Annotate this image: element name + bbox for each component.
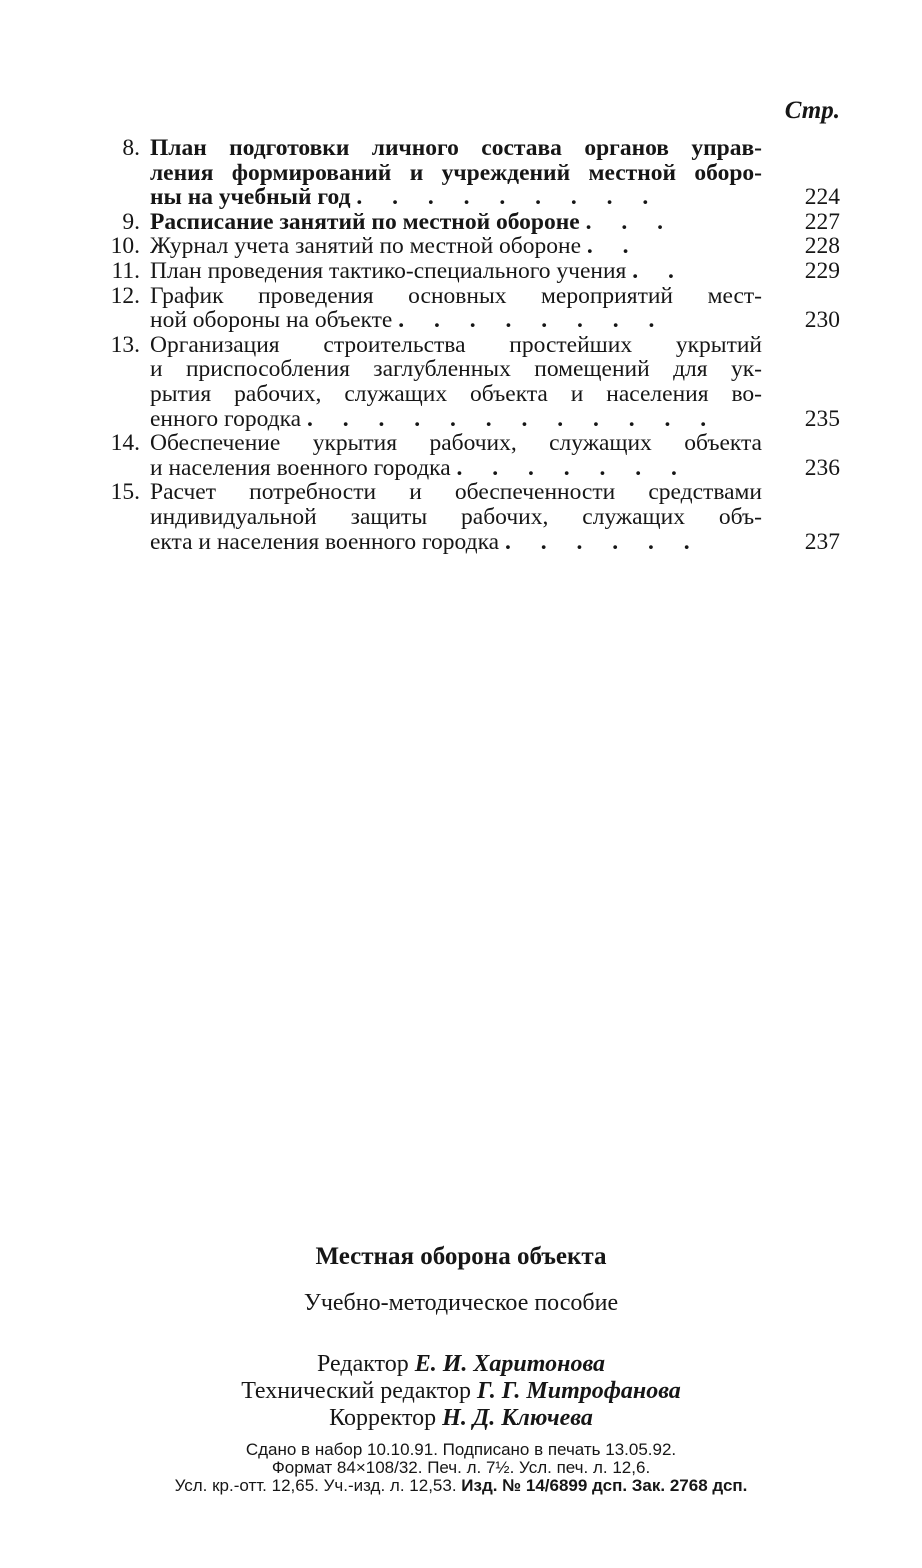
- toc-entry-line: енного городка . . . . . . . . . . . .: [150, 406, 719, 432]
- toc-entry-line: Расчет потребности и обеспеченности средствами: [150, 480, 762, 505]
- toc-entry-page: 236: [804, 454, 840, 481]
- table-of-contents: [100, 136, 840, 554]
- toc-entry: [100, 259, 840, 284]
- toc-entry-number: 11.: [111, 257, 140, 284]
- credit-technical-editor: Технический редактор Г. Г. Митрофанова: [241, 1378, 681, 1404]
- toc-entry-line: и населения военного городка . . . . . . .: [150, 455, 689, 481]
- credit-proofreader: Корректор Н. Д. Ключева: [329, 1405, 593, 1431]
- toc-entry-line: План подготовки личного состава органов управ-: [150, 136, 762, 161]
- book-subtitle: Учебно-методическое пособие: [303, 1290, 619, 1316]
- toc-entry: [100, 136, 840, 210]
- toc-entry-line: Расписание занятий по местной обороне . . .: [150, 209, 675, 235]
- toc-entry-page: 230: [804, 307, 840, 334]
- toc-entry-number: 9.: [122, 208, 140, 235]
- toc-entry-page: 237: [804, 528, 840, 555]
- toc-entry: [100, 431, 840, 480]
- toc-entry-number: 13.: [110, 331, 140, 358]
- toc-entry-line: Обеспечение укрытия рабочих, служащих объекта: [150, 431, 762, 456]
- toc-entry: [100, 284, 840, 333]
- imprint-line: Формат 84×108/32. Печ. л. 7½. Усл. печ. л. 12,6.: [271, 1458, 651, 1477]
- toc-entry-page: 235: [804, 405, 840, 432]
- toc-entry-line: ны на учебный год . . . . . . . . .: [150, 185, 661, 210]
- page-column-label: Стр.: [784, 97, 840, 124]
- credit-editor: Редактор Е. И. Харитонова: [316, 1351, 605, 1377]
- toc-entry-page: 224: [804, 184, 840, 211]
- toc-entry-line: ления формирований и учреждений местной оборо-: [150, 160, 762, 186]
- toc-entry-line: План проведения тактико-специального учения . .: [150, 258, 686, 284]
- toc-entry-line: ной обороны на объекте . . . . . . . .: [150, 308, 667, 333]
- toc-entry-number: 14.: [110, 430, 140, 457]
- toc-entry-line: и приспособления заглубленных помещений для ук-: [150, 357, 762, 382]
- toc-entry: [100, 333, 840, 431]
- toc-entry-line: рытия рабочих, служащих объекта и населения во-: [150, 381, 762, 407]
- toc-entry-page: 227: [804, 208, 840, 235]
- toc-entry-number: 8.: [122, 135, 140, 161]
- toc-entry-number: 12.: [110, 282, 140, 309]
- toc-entry-number: 10.: [110, 233, 140, 260]
- toc-entry-line: Организация строительства простейших укрытий: [150, 332, 762, 358]
- toc-entry: [100, 210, 840, 235]
- imprint-block: [0, 1441, 922, 1495]
- toc-entry-line: екта и населения военного городка . . . . . .: [150, 529, 702, 555]
- book-title: Местная оборона объекта: [315, 1243, 607, 1270]
- imprint-line: Сдано в набор 10.10.91. Подписано в печать 13.05.92.: [245, 1440, 677, 1459]
- toc-entry: [100, 480, 840, 554]
- toc-entry-line: индивидуальной защиты рабочих, служащих объ-: [150, 504, 762, 530]
- imprint-line: Усл. кр.-отт. 12,65. Уч.-изд. л. 12,53. Изд. № 14/6899 дсп. Зак. 2768 дсп.: [174, 1476, 748, 1495]
- credits-block: [0, 1351, 922, 1432]
- toc-entry-page: 228: [804, 233, 840, 260]
- toc-entry-number: 15.: [110, 479, 140, 506]
- toc-entry: [100, 234, 840, 259]
- toc-entry-line: Журнал учета занятий по местной обороне . .: [150, 234, 641, 259]
- toc-entry-line: График проведения основных мероприятий мест-: [150, 283, 762, 309]
- toc-entry-page: 229: [804, 257, 840, 284]
